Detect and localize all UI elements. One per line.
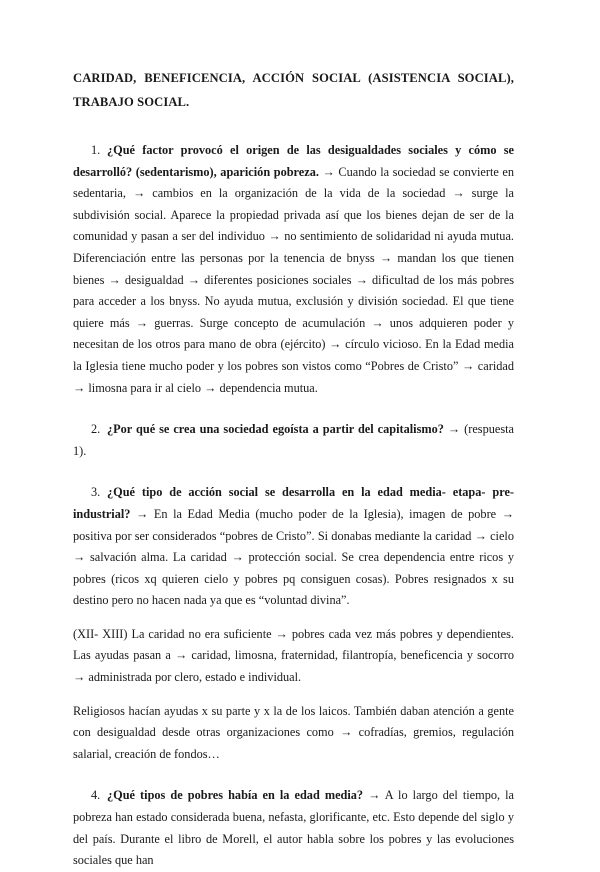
paragraph-xii-xiii: (XII- XIII) La caridad no era suficiente → pobres cada vez más pobres y dependientes. Las ayudas pasan a → caridad, limosna, fraternidad, filantropía, beneficencia y socorro → administrada por clero, estado e individual. <box>73 626 514 685</box>
item-answer: → En la Edad Media (mucho poder de la Iglesia), imagen de pobre → positiva por ser considerados “pobres de Cristo”. Si donabas mediante la caridad → cielo → salvación alma. La caridad → protección social. Se crea dependencia entre ricos y pobres (ricos xq quieren cielo y pobres pq consiguen cosas). Pobres resignados x su destino pero no hacen nada ya que es “voluntad divina”. <box>73 506 514 608</box>
document-title: CARIDAD, BENEFICENCIA, ACCIÓN SOCIAL (ASISTENCIA SOCIAL), TRABAJO SOCIAL. <box>73 71 514 109</box>
item-question: ¿Qué tipo de acción social se desarrolla en la edad media- etapa- pre-industrial? <box>73 485 514 521</box>
item-answer: → Cuando la sociedad se convierte en sedentaria, → cambios en la organización de la vida de la sociedad → surge la subdivisión social. Aparece la propiedad privada así que los bienes dejan de ser de la comunidad y pasan a ser del individuo → no sentimiento de solidaridad ni ayuda mutua. Diferenciación entre las personas por la tenencia de bnyss → mandan los que tienen bienes → desigualdad → diferentes posiciones sociales → dificultad de los más pobres para acceder a los bnyss. No ayuda mutua, exclusión y división sociedad. El que tiene quiere más → guerras. Surge concepto de acumulación → unos adquieren poder y necesitan de los otros para mano de obra (ejército) → círculo vicioso. En la Edad media la Iglesia tiene mucho poder y los pobres son vistos como “Pobres de Cristo” → caridad → limosna para ir al cielo → dependencia mutua. <box>73 164 514 395</box>
item-number: 3. <box>91 485 101 500</box>
item-answer: → (respuesta 1). <box>73 422 514 458</box>
item-3 <box>73 482 514 612</box>
paragraph-religiosos: Religiosos hacían ayudas x su parte y x la de los laicos. También daban atención a gente con desigualdad desde otras organizaciones como → cofradías, gremios, regulación salarial, creación de fondos… <box>73 703 514 761</box>
item-number: 1. <box>91 143 101 157</box>
item-answer: → A lo largo del tiempo, la pobreza han estado considerada buena, nefasta, glorificante, etc. Esto depende del siglo y del país. Durante el libro de Morell, el autor habla sobre los pobres y las evoluciones sociales que han <box>73 788 514 868</box>
item-4 <box>73 785 514 871</box>
item-2 <box>73 419 514 462</box>
item-number: 4. <box>91 788 101 803</box>
item-question: ¿Por qué se crea una sociedad egoísta a partir del capitalismo? <box>107 422 444 437</box>
item-1 <box>73 140 514 399</box>
item-number: 2. <box>91 422 101 437</box>
item-question: ¿Qué tipos de pobres había en la edad media? <box>107 788 364 803</box>
item-question: ¿Qué factor provocó el origen de las desigualdades sociales y cómo se desarrolló? (sedentarismo), aparición pobreza. <box>73 143 514 179</box>
